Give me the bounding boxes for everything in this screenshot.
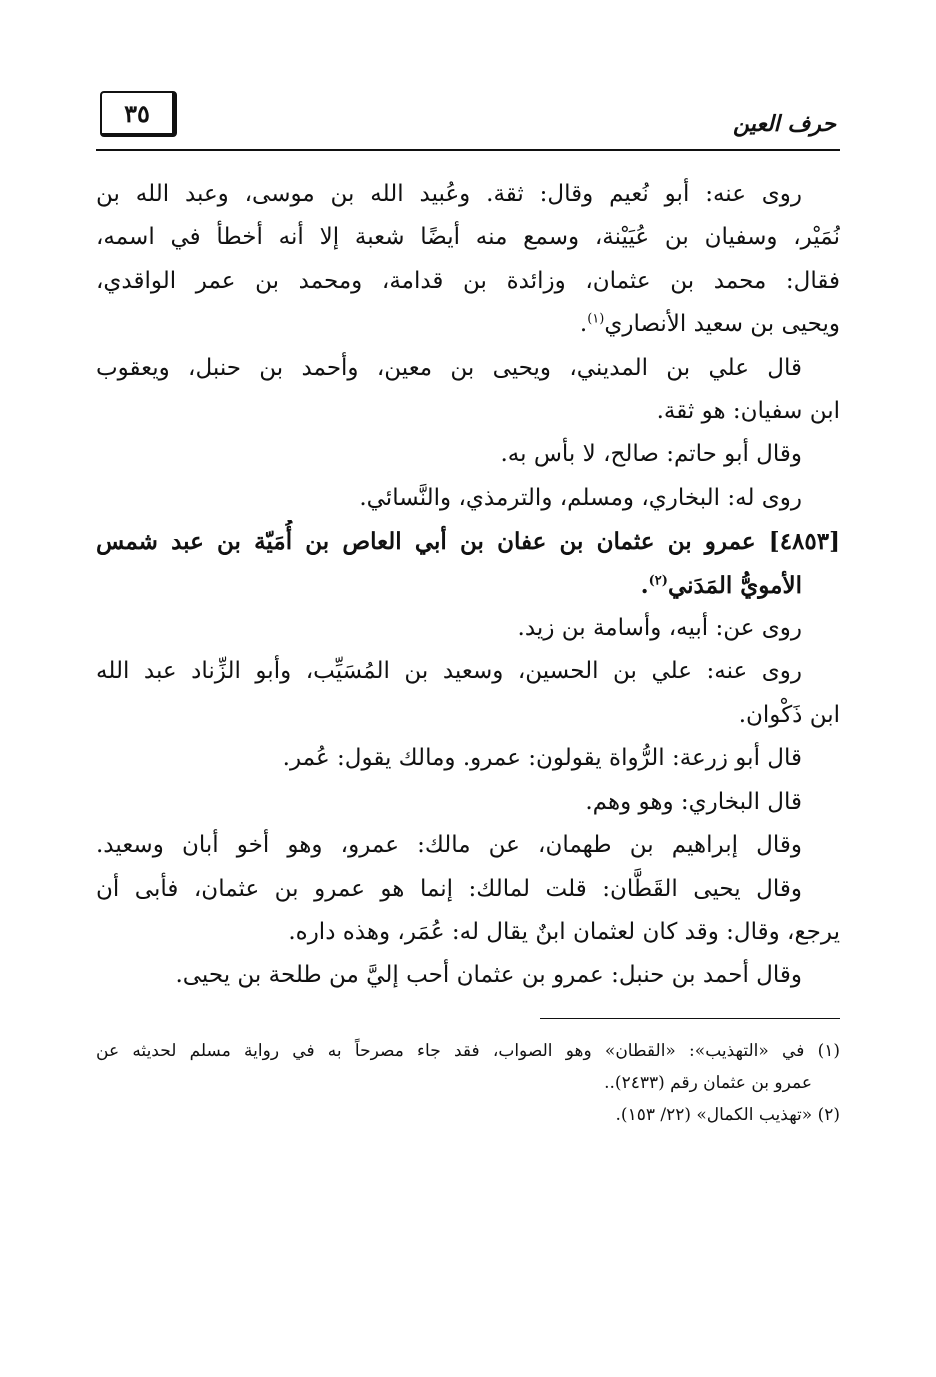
footnote-ref-1: (١)	[587, 311, 605, 327]
page-number: ٣٥	[100, 91, 177, 137]
entry-heading-content: الأمويُّ المَدَني	[667, 571, 802, 599]
text-line: روى له: البخاري، ومسلم، والترمذي، والنَّسائي.	[359, 484, 802, 511]
text-line: روى عن: أبيه، وأسامة بن زيد.	[517, 615, 802, 642]
book-page	[96, 85, 840, 1131]
text-line: يرجع، وقال: وقد كان لعثمان ابنٌ يقال له: عُمَر، وهذه داره.	[288, 918, 840, 945]
footnote-1: (١) في «التهذيب»: «القطان» وهو الصواب، فقد جاء مصرحاً به في رواية مسلم لحديثه عن	[96, 1040, 840, 1061]
text-line: وقال يحيى القَطَّان: قلت لمالك: إنما هو عمرو بن عثمان، فأبى أن	[96, 875, 802, 902]
text-line: روى عنه: أبو نُعيم وقال: ثقة. وعُبيد الله بن موسى، وعبد الله بن	[96, 181, 802, 207]
text-line: فقال: محمد بن عثمان، وزائدة بن قدامة، ومحمد بن عمر الواقدي،	[96, 267, 840, 294]
footnote-divider	[540, 1018, 840, 1019]
text-line: قال علي بن المديني، ويحيى بن معين، وأحمد بن حنبل، ويعقوب	[96, 354, 802, 381]
period: .	[640, 571, 649, 599]
entry-heading: [٤٨٥٣] عمرو بن عثمان بن عفان بن أبي العاص بن أُمَيّة بن عبد شمس	[96, 528, 840, 556]
running-head: حرف العين	[732, 111, 836, 137]
footnote-2: (٢) «تهذيب الكمال» (٢٢/ ١٥٣).	[615, 1104, 840, 1125]
text-line: ابن ذَكْوان.	[738, 701, 840, 728]
text-line-content: ويحيى بن سعيد الأنصاري	[604, 311, 840, 338]
main-text	[96, 173, 840, 998]
text-line: روى عنه: علي بن الحسين، وسعيد بن المُسَيِّب، وأبو الزِّناد عبد الله	[96, 658, 802, 685]
page-header	[96, 85, 840, 151]
footnote-ref-2: (٢)	[648, 573, 668, 588]
entry-heading-continued	[96, 564, 840, 607]
footnote-1-continued: عمرو بن عثمان رقم (٢٤٣٣)..	[604, 1072, 812, 1093]
text-line: قال البخاري: وهو وهم.	[585, 788, 802, 815]
text-line: ابن سفيان: هو ثقة.	[656, 398, 840, 425]
period: .	[579, 311, 588, 338]
text-line: نُمَيْر، وسفيان بن عُيَيْنة، وسمع منه أيضًا شعبة إلا أنه أخطأ في اسمه،	[96, 224, 840, 251]
text-line: وقال إبراهيم بن طهمان، عن مالك: عمرو، وهو أخو أبان وسعيد.	[96, 832, 802, 859]
text-line: وقال أحمد بن حنبل: عمرو بن عثمان أحب إليَّ من طلحة بن يحيى.	[175, 962, 802, 989]
text-line: وقال أبو حاتم: صالح، لا بأس به.	[500, 441, 802, 468]
text-line	[96, 303, 840, 346]
footnotes	[96, 1035, 840, 1131]
text-line: قال أبو زرعة: الرُّواة يقولون: عمرو. ومالك يقول: عُمر.	[282, 745, 802, 772]
